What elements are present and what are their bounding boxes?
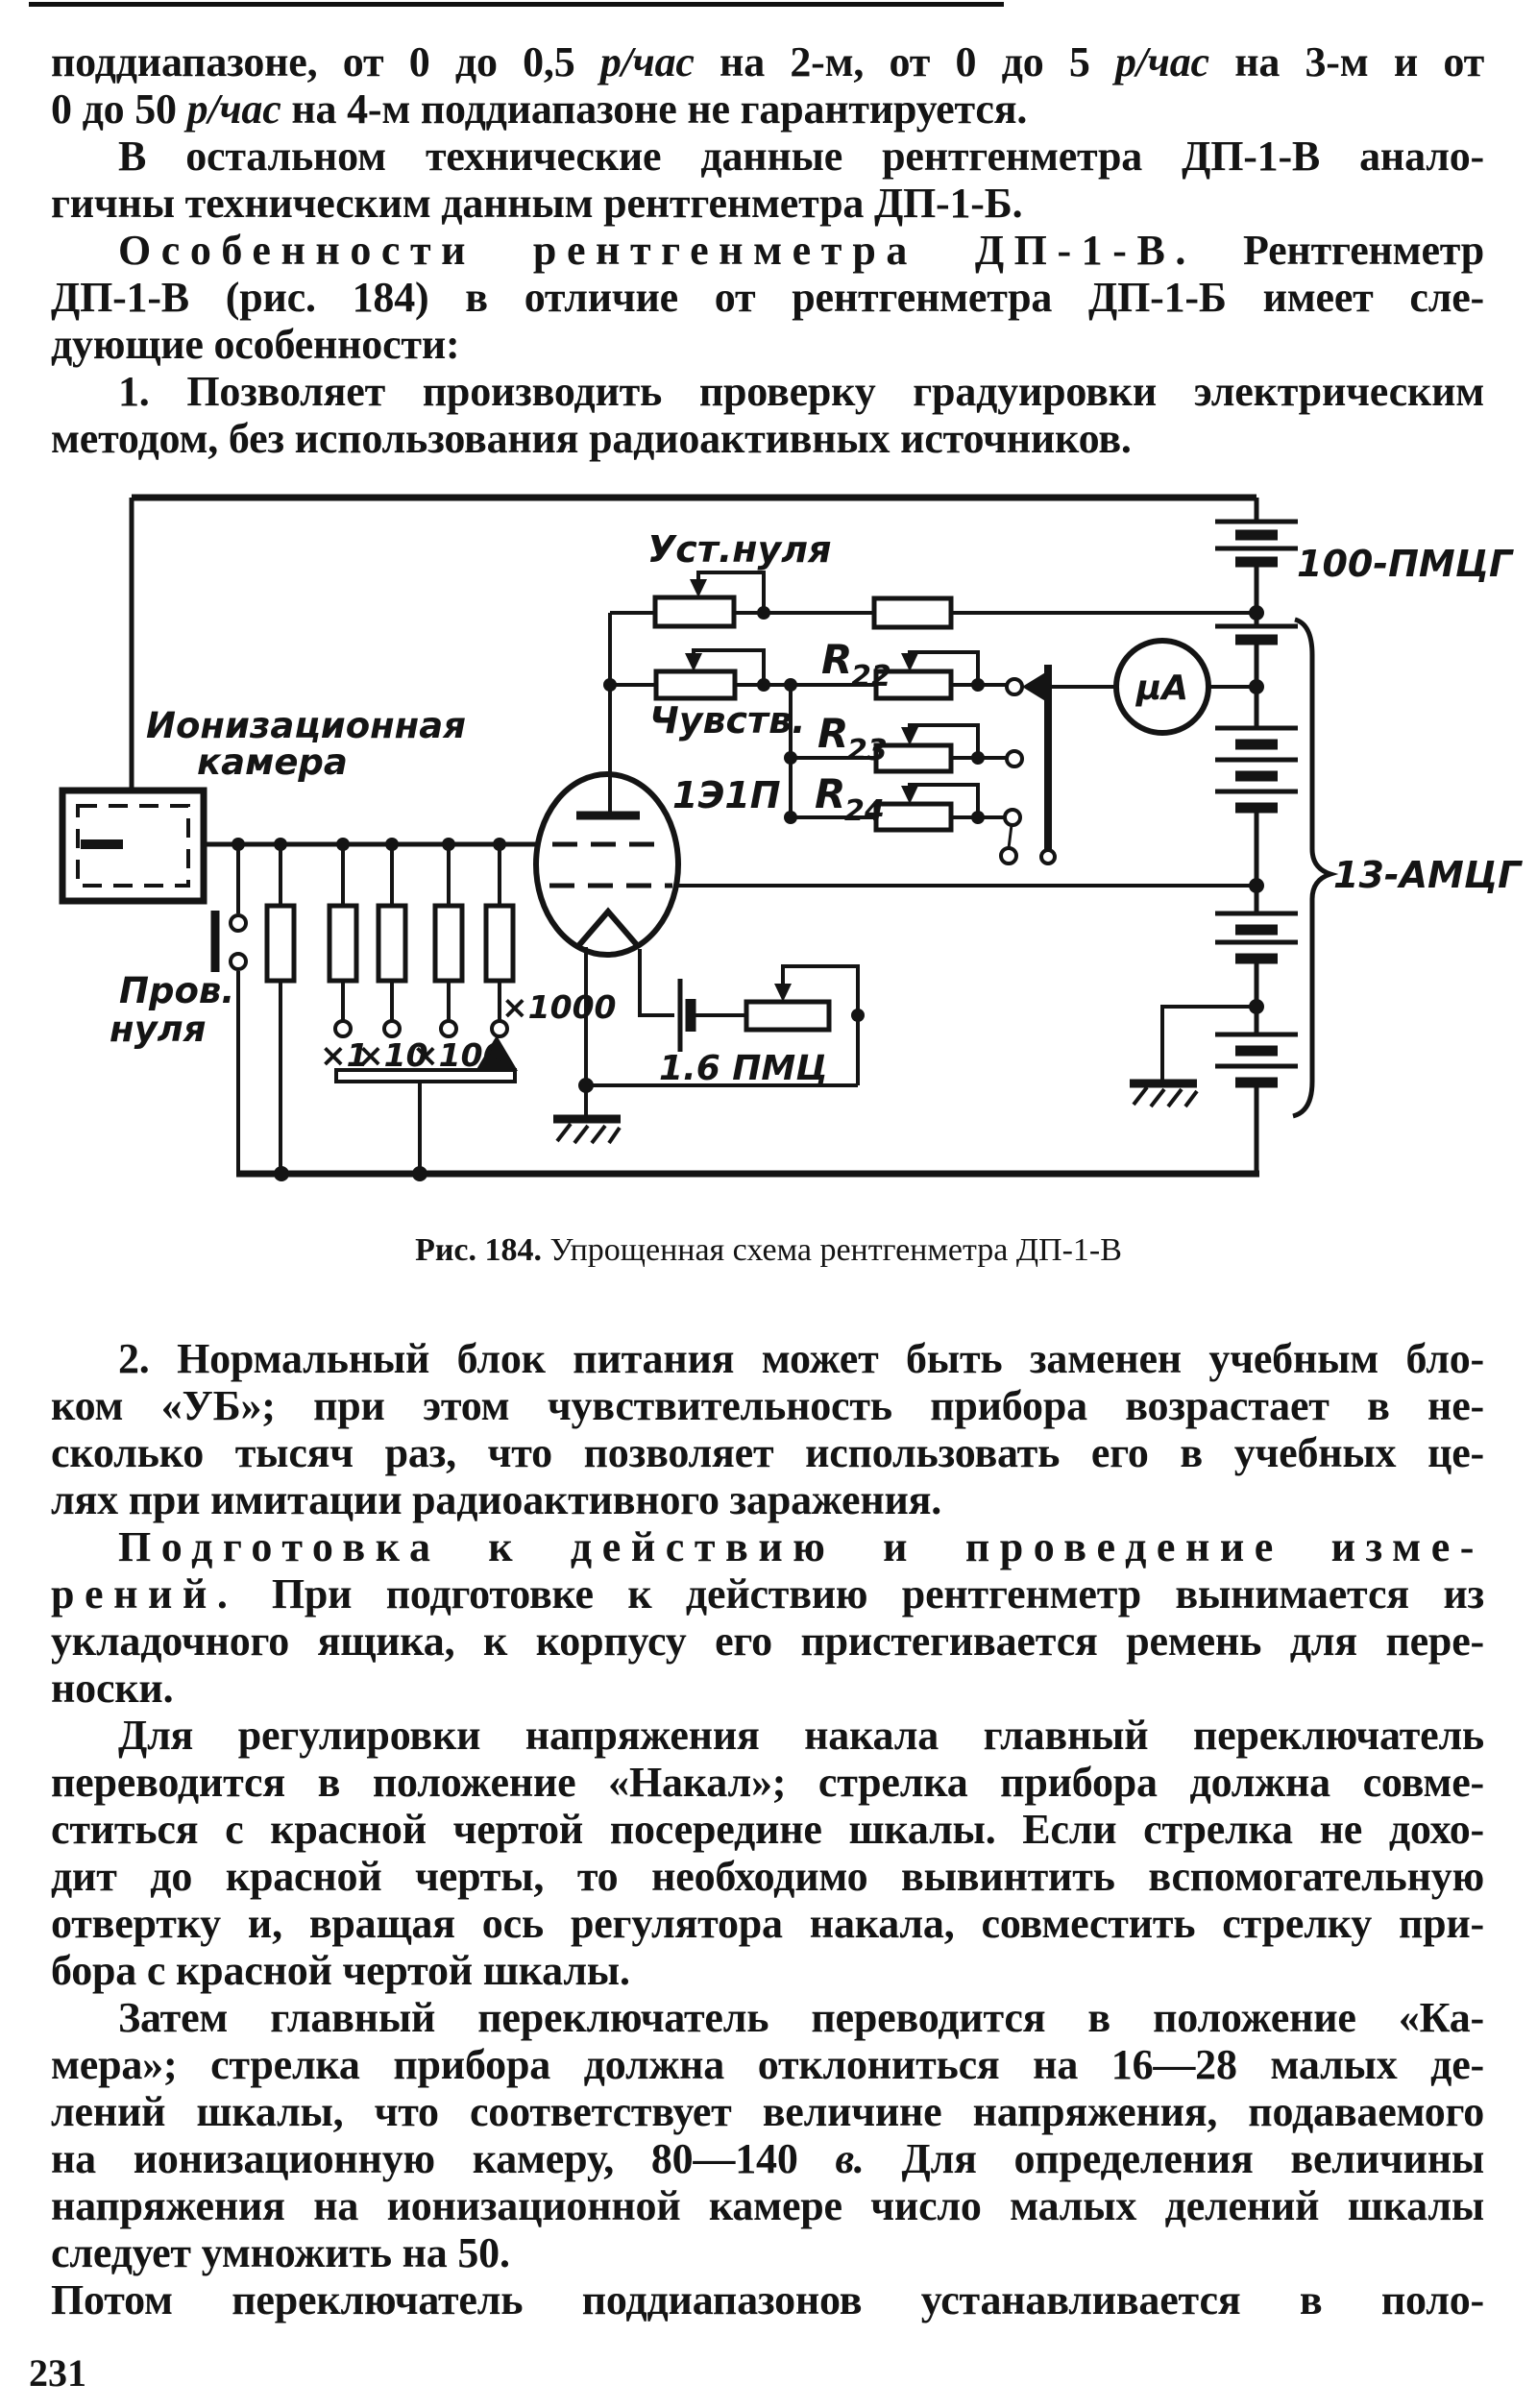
text-segment: отвертку и, вращая ось регулятора накала, совместить стрелку при- — [51, 1900, 1484, 1947]
text-segment: лений шкалы, что соответствует величине напряжения, подаваемого — [51, 2088, 1484, 2135]
label-r23: R — [817, 710, 849, 757]
junction-dots — [232, 605, 1264, 1181]
text-segment: Упрощенная схема рентгенметра ДП-1-В — [542, 1232, 1122, 1268]
text-line — [51, 1335, 1484, 1382]
text-segment: Для регулировки напряжения накала главный переключатель — [118, 1712, 1484, 1759]
text-line — [51, 2229, 1484, 2276]
text-segment: 0 до 50 — [51, 85, 187, 133]
text-segment: Рис. 184. — [415, 1232, 543, 1268]
page-number: 231 — [29, 2351, 86, 2395]
text-line — [51, 1947, 1484, 1994]
label-tube-type: 1Э1П — [672, 774, 781, 816]
label-zero-set: Уст.нуля — [647, 528, 832, 571]
text-segment: р/час — [1114, 38, 1209, 85]
text-segment: поддиапазоне, от 0 до 0,5 — [51, 38, 600, 85]
text-line — [51, 1382, 1484, 1429]
text-segment: ДП-1-В (рис. 184) в отличие от рентгенметра ДП-1-Б имеет сле- — [51, 274, 1484, 321]
label-r23-sub: 23 — [847, 734, 888, 767]
label-x1: ×1 — [320, 1036, 369, 1074]
label-sensitivity: Чувств. — [649, 699, 806, 742]
text-segment: ститься с красной чертой посередине шкалы. Если стрелка не дохо- — [51, 1806, 1484, 1853]
label-x100: ×100 — [412, 1036, 505, 1074]
text-line — [51, 1476, 1484, 1523]
text-segment: мера»; стрелка прибора должна отклониться на 16—28 малых де- — [51, 2041, 1484, 2088]
text-line — [51, 1853, 1484, 1900]
pot-r24 — [876, 804, 951, 830]
figure-caption — [0, 1230, 1537, 1271]
series-resistor — [874, 598, 951, 627]
electrometric-tube-body — [536, 774, 678, 955]
label-battery-100: 100-ПМЦГ — [1297, 543, 1513, 585]
label-battery-16: 1.6 ПМЦ — [659, 1049, 828, 1088]
text-line — [51, 1994, 1484, 2041]
text-line — [51, 1570, 1484, 1617]
label-x10: ×10 — [357, 1036, 428, 1074]
text-segment: напряжения на ионизационной камере число малых делений шкалы — [51, 2182, 1484, 2229]
text-segment: на 3-м и от — [1208, 38, 1484, 85]
label-ion-chamber-line1: Ионизационная — [146, 705, 466, 746]
label-x1000: ×1000 — [501, 988, 617, 1026]
label-battery-13: 13-АМЦГ — [1333, 854, 1522, 896]
text-line — [51, 1806, 1484, 1853]
text-line — [51, 2041, 1484, 2088]
text-segment: Особенности рентгенметра ДП-1-В. — [118, 227, 1196, 274]
text-segment: на 4-м поддиапазоне не гарантируется. — [281, 85, 1028, 133]
range-resistor-x1000 — [486, 906, 513, 981]
text-segment: укладочного ящика, к корпусу его пристегивается ремень для пере- — [51, 1617, 1484, 1665]
text-segment: гичны техническим данным рентгенметра ДП-1-Б. — [51, 180, 1023, 227]
text-segment: переводится в положение «Накал»; стрелка прибора должна совме- — [51, 1759, 1484, 1806]
text-line — [51, 2182, 1484, 2229]
label-r22: R — [821, 636, 853, 683]
text-segment: р/час — [186, 85, 281, 133]
text-segment: в. — [835, 2135, 865, 2182]
text-segment: При подготовке к действию рентгенметр вынимается из — [237, 1570, 1484, 1617]
text-segment: Для определения величины — [864, 2135, 1485, 2182]
text-segment: на ионизационную камеру, 80—140 — [51, 2135, 836, 2182]
text-segment: 2. Нормальный блок питания может быть заменен учебным бло- — [118, 1335, 1484, 1382]
text-line — [51, 1617, 1484, 1665]
range-resistor-x10 — [378, 906, 405, 981]
text-line — [51, 2135, 1484, 2182]
brace-13-amtsg — [1293, 620, 1330, 1116]
text-segment: сколько тысяч раз, что позволяет использовать его в учебных це- — [51, 1429, 1484, 1476]
text-segment: ком «УБ»; при этом чувствительность прибора возрастает в не- — [51, 1382, 1484, 1429]
text-segment: Рентгенметр — [1195, 227, 1485, 274]
sensitivity-potentiometer — [656, 671, 735, 698]
text-line — [51, 2276, 1484, 2323]
filament-rheostat — [746, 1002, 829, 1030]
text-block-lower — [51, 1335, 1484, 2323]
text-line — [51, 1523, 1484, 1570]
label-r24-sub: 24 — [844, 794, 885, 828]
text-line — [51, 1759, 1484, 1806]
text-segment: 1. Позволяет производить проверку градуировки электрическим — [118, 368, 1484, 415]
text-segment: Подготовка к действию и проведение изме- — [118, 1523, 1484, 1570]
text-line — [51, 1712, 1484, 1759]
range-resistor-1 — [267, 906, 294, 981]
text-segment: бора с красной чертой шкалы. — [51, 1947, 630, 1994]
text-segment: лях при имитации радиоактивного заражения. — [51, 1476, 942, 1523]
text-segment: носки. — [51, 1665, 174, 1712]
text-segment: Потом переключатель поддиапазонов устанавливается в поло- — [51, 2276, 1484, 2323]
component-bodies — [536, 774, 678, 955]
text-segment: рений. — [51, 1570, 238, 1617]
label-ion-chamber-line2: камера — [197, 742, 348, 783]
switch-wiper-arrow — [1022, 671, 1047, 702]
label-microammeter: μА — [1135, 669, 1189, 708]
text-segment: на 2-м, от 0 до 5 — [694, 38, 1115, 85]
label-zero-check-line2: нуля — [110, 1009, 207, 1050]
text-line — [51, 1665, 1484, 1712]
label-r22-sub: 22 — [851, 660, 891, 693]
text-segment: дит до красной черты, то необходимо вывинтить вспомогательную — [51, 1853, 1484, 1900]
label-r24: R — [815, 770, 846, 817]
label-zero-check-line1: Пров. — [119, 970, 235, 1011]
zero-set-potentiometer — [655, 597, 734, 626]
range-resistor-x1 — [329, 906, 356, 981]
text-line — [51, 1900, 1484, 1947]
text-segment: р/час — [599, 38, 695, 85]
text-segment: дующие особенности: — [51, 321, 460, 368]
text-segment: методом, без использования радиоактивных источников. — [51, 415, 1132, 462]
text-segment: Затем главный переключатель переводится в положение «Ка- — [118, 1994, 1484, 2041]
text-segment: В остальном технические данные рентгенметра ДП-1-В анало- — [118, 133, 1484, 180]
range-resistor-x100 — [435, 906, 462, 981]
text-line — [51, 2088, 1484, 2135]
text-line — [51, 1429, 1484, 1476]
text-segment: следует умножить на 50. — [51, 2229, 510, 2276]
